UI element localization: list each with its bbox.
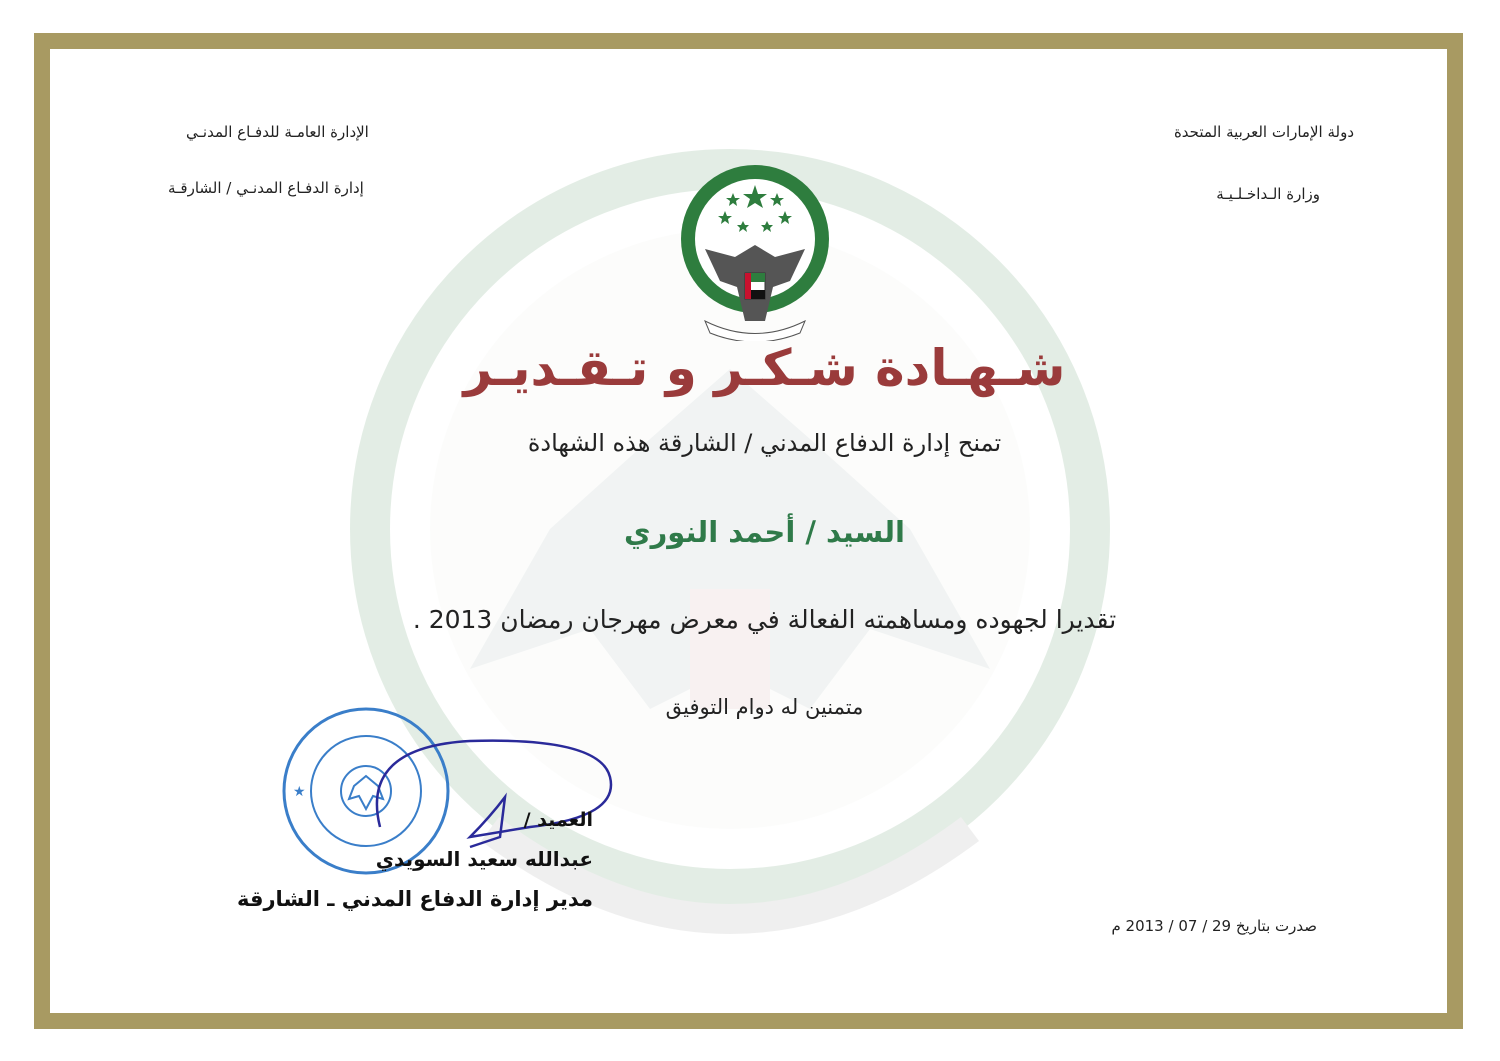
issue-date: صدرت بتاريخ 29 / 07 / 2013 م <box>1111 917 1317 935</box>
general-directorate-name: الإدارة العامـة للدفـاع المدنـي <box>186 123 369 141</box>
grant-line: تمنح إدارة الدفاع المدني / الشارقة هذه الشهادة <box>527 429 1002 457</box>
civil-defence-emblem <box>675 161 835 341</box>
local-directorate-name: إدارة الدفـاع المدنـي / الشارقـة <box>168 179 364 197</box>
certificate-frame <box>34 33 1463 1029</box>
country-name: دولة الإمارات العربية المتحدة <box>1173 123 1354 141</box>
appreciation-text: تقديرا لجهوده ومساهمته الفعالة في معرض مهرجان رمضان 2013 . <box>412 605 1117 634</box>
signatory-rank: العميد / <box>523 809 593 831</box>
wishes-text: متمنين له دوام التوفيق <box>665 695 864 719</box>
recipient-name: السيد / أحمد النوري <box>624 515 905 549</box>
signatory-name: عبدالله سعيد السويدي <box>375 847 593 871</box>
signatory-position: مدير إدارة الدفاع المدني ـ الشارقة <box>236 887 593 911</box>
handwritten-signature <box>350 717 630 867</box>
certificate-title: شـهـادة شـكـر و تـقـديـر <box>463 339 1066 397</box>
svg-text:★: ★ <box>293 784 306 800</box>
ministry-name: وزارة الـداخـلـيـة <box>1216 185 1320 203</box>
